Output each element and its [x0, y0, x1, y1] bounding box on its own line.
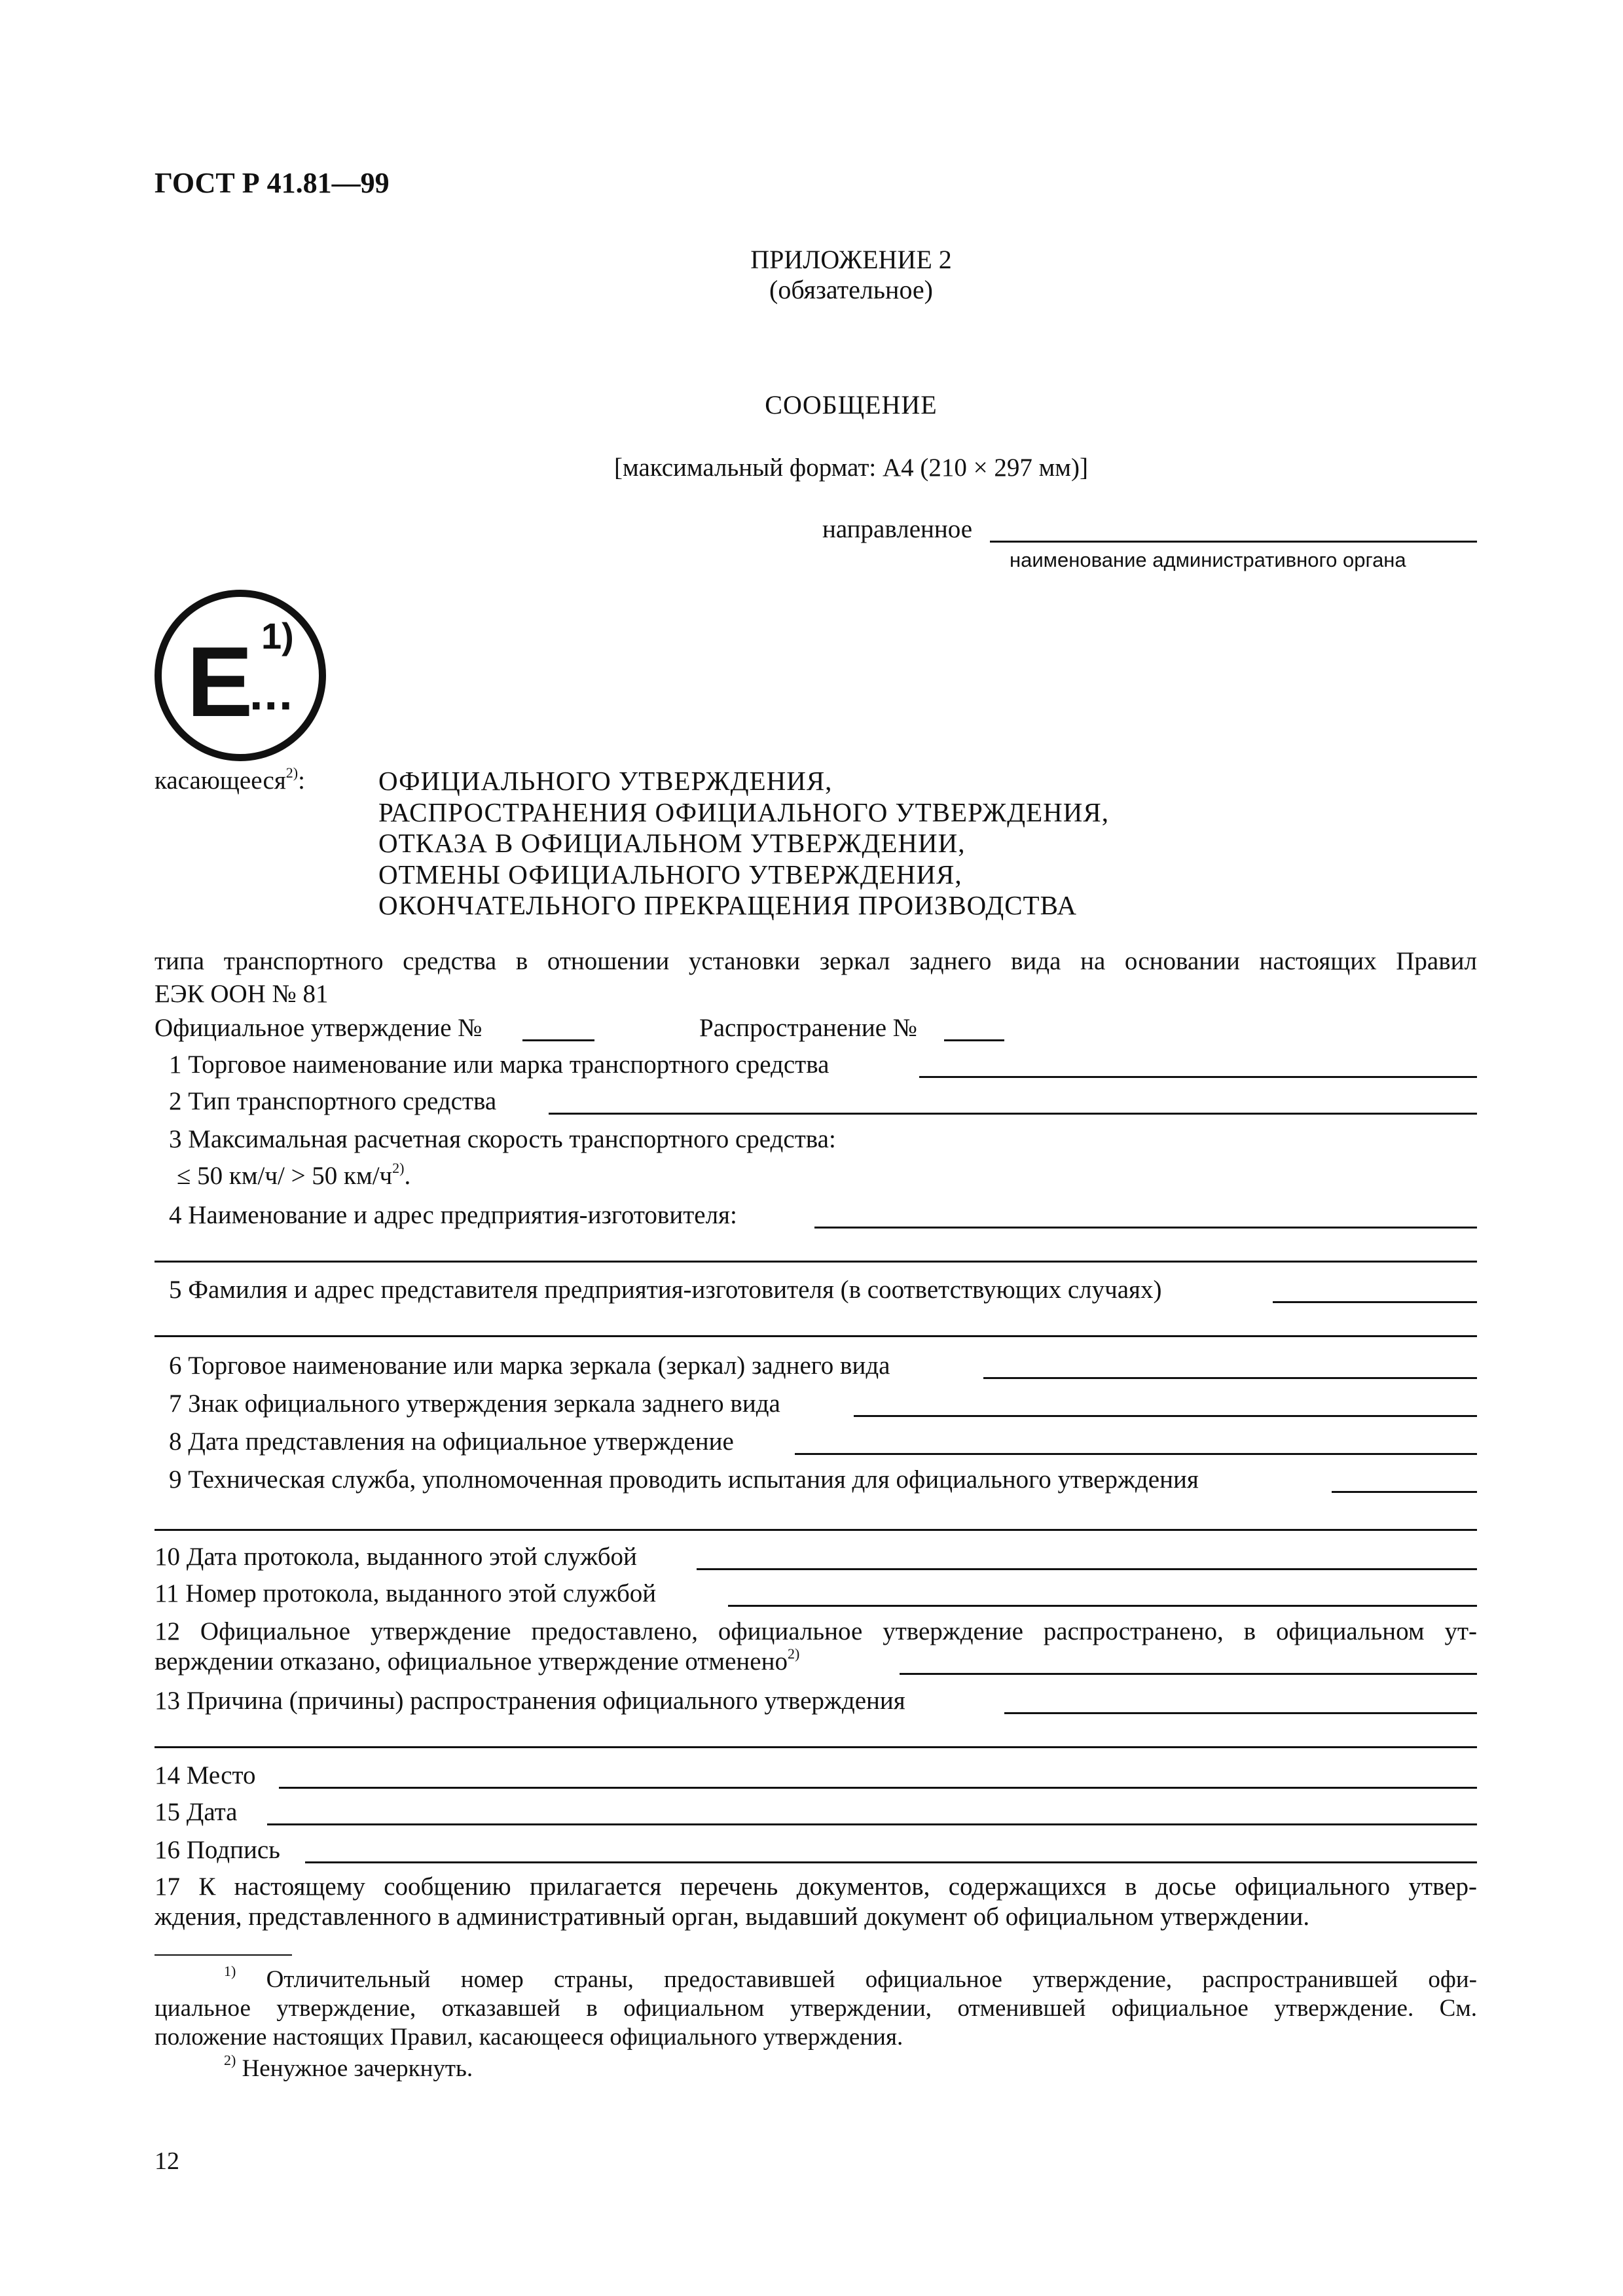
item-7-field[interactable] — [854, 1415, 1477, 1417]
item-14-field[interactable] — [279, 1787, 1477, 1789]
item-13-field-continued[interactable] — [155, 1746, 1477, 1748]
sent-to-field[interactable] — [990, 541, 1477, 543]
item-12-text: верждении отказано, официальное утверждение отменено — [155, 1647, 788, 1676]
emblem-letter: E — [187, 626, 253, 738]
footnote-1-line-3: положение настоящих Правил, касающееся официального утверждения. — [155, 2024, 903, 2051]
footnote-1-text: Отличительный номер страны, предоставившей официальное утверждение, распространившей офи- — [266, 1966, 1477, 1993]
item-8-field[interactable] — [795, 1453, 1477, 1455]
approval-number-field[interactable] — [522, 1039, 594, 1041]
format-note: [максимальный формат: А4 (210 × 297 мм)] — [614, 454, 1088, 482]
item-11-label: 11 Номер протокола, выданного этой службой — [155, 1579, 657, 1607]
item-3-label: 3 Максимальная расчетная скорость транспортного средства: — [169, 1125, 836, 1153]
item-12-note-ref: 2) — [787, 1645, 800, 1662]
item-8-label: 8 Дата представления на официальное утверждение — [169, 1427, 734, 1456]
concerning-option: ОТКАЗА В ОФИЦИАЛЬНОМ УТВЕРЖДЕНИИ, — [378, 828, 966, 858]
footnote-separator — [155, 1954, 292, 1956]
concerning-option: РАСПРОСТРАНЕНИЯ ОФИЦИАЛЬНОГО УТВЕРЖДЕНИЯ, — [378, 797, 1109, 827]
item-12-field[interactable] — [900, 1673, 1477, 1675]
item-4-field-continued[interactable] — [155, 1261, 1477, 1263]
footnote-1-mark: 1) — [224, 1963, 236, 1979]
item-9-field[interactable] — [1332, 1491, 1477, 1493]
item-3-period: . — [404, 1162, 411, 1190]
footnote-1-line-1 — [224, 1963, 1477, 1994]
standard-code: ГОСТ Р 41.81—99 — [155, 167, 390, 199]
item-5-field[interactable] — [1273, 1301, 1477, 1303]
page-number: 12 — [155, 2147, 179, 2175]
item-16-field[interactable] — [305, 1861, 1477, 1863]
concerning-option: ОФИЦИАЛЬНОГО УТВЕРЖДЕНИЯ, — [378, 766, 833, 796]
footnote-1-line-2: циальное утверждение, отказавшей в официальном утверждении, отменившей официальное утверждение. См. — [155, 1995, 1477, 2022]
concerning-option: ОТМЕНЫ ОФИЦИАЛЬНОГО УТВЕРЖДЕНИЯ, — [378, 859, 962, 889]
item-16-label: 16 Подпись — [155, 1836, 280, 1864]
appendix-title: ПРИЛОЖЕНИЕ 2 — [750, 245, 952, 274]
concerning-colon: : — [298, 766, 305, 795]
item-3-note-ref: 2) — [392, 1160, 405, 1176]
approval-number-label: Официальное утверждение № — [155, 1014, 483, 1042]
item-2-field[interactable] — [549, 1113, 1477, 1115]
item-9-label: 9 Техническая служба, уполномоченная проводить испытания для официального утверждения — [169, 1465, 1199, 1494]
sent-to-label: направленное — [822, 515, 973, 543]
item-1-label: 1 Торговое наименование или марка транспортного средства — [169, 1050, 830, 1079]
intro-line-2: ЕЭК ООН № 81 — [155, 980, 329, 1008]
item-17-line-1: 17 К настоящему сообщению прилагается перечень документов, содержащихся в досье официального утвер- — [155, 1873, 1477, 1901]
item-13-field[interactable] — [1004, 1712, 1477, 1714]
footnote-2-text: Ненужное зачеркнуть. — [242, 2055, 473, 2082]
concerning-text: касающееся — [155, 766, 286, 795]
emblem-dots: ... — [249, 666, 294, 720]
footnote-2-mark: 2) — [224, 2052, 236, 2068]
approval-mark-emblem — [155, 590, 326, 761]
sent-to-caption: наименование административного органа — [1010, 548, 1406, 571]
item-6-label: 6 Торговое наименование или марка зеркала (зеркал) заднего вида — [169, 1352, 890, 1380]
item-13-label: 13 Причина (причины) распространения официального утверждения — [155, 1687, 905, 1715]
item-17-line-2: ждения, представленного в административный орган, выдавший документ об официальном утверждении. — [155, 1903, 1310, 1931]
item-12-line-2 — [155, 1647, 799, 1676]
item-12-line-1: 12 Официальное утверждение предоставлено, официальное утверждение распространено, в официальном ут- — [155, 1617, 1477, 1645]
item-3-values — [177, 1161, 410, 1191]
item-10-field[interactable] — [697, 1568, 1477, 1570]
item-14-label: 14 Место — [155, 1761, 256, 1789]
item-15-field[interactable] — [267, 1823, 1477, 1825]
concerning-option: ОКОНЧАТЕЛЬНОГО ПРЕКРАЩЕНИЯ ПРОИЗВОДСТВА — [378, 890, 1077, 920]
item-7-label: 7 Знак официального утверждения зеркала заднего вида — [169, 1390, 780, 1418]
concerning-label — [155, 766, 305, 795]
footnote-2 — [224, 2052, 473, 2083]
item-11-field[interactable] — [728, 1605, 1477, 1607]
item-2-label: 2 Тип транспортного средства — [169, 1087, 497, 1115]
item-15-label: 15 Дата — [155, 1798, 238, 1826]
item-4-label: 4 Наименование и адрес предприятия-изготовителя: — [169, 1201, 737, 1229]
item-1-field[interactable] — [919, 1076, 1477, 1078]
item-5-label: 5 Фамилия и адрес представителя предприятия-изготовителя (в соответствующих случаях) — [169, 1276, 1162, 1304]
speed-options: ≤ 50 км/ч/ > 50 км/ч — [177, 1162, 393, 1190]
extension-number-label: Распространение № — [699, 1014, 917, 1042]
item-10-label: 10 Дата протокола, выданного этой службой — [155, 1543, 637, 1571]
item-5-field-continued[interactable] — [155, 1335, 1477, 1337]
extension-number-field[interactable] — [944, 1039, 1004, 1041]
item-9-field-continued[interactable] — [155, 1529, 1477, 1531]
appendix-subtitle: (обязательное) — [769, 275, 933, 304]
item-6-field[interactable] — [983, 1377, 1477, 1379]
concerning-note-ref: 2) — [285, 764, 299, 781]
message-title: СООБЩЕНИЕ — [765, 390, 938, 420]
intro-line-1: типа транспортного средства в отношении установки зеркал заднего вида на основании настоящих Правил — [155, 947, 1477, 975]
emblem-note-ref: 1) — [261, 615, 294, 656]
concerning-options — [378, 766, 1109, 922]
item-4-field[interactable] — [814, 1227, 1477, 1229]
